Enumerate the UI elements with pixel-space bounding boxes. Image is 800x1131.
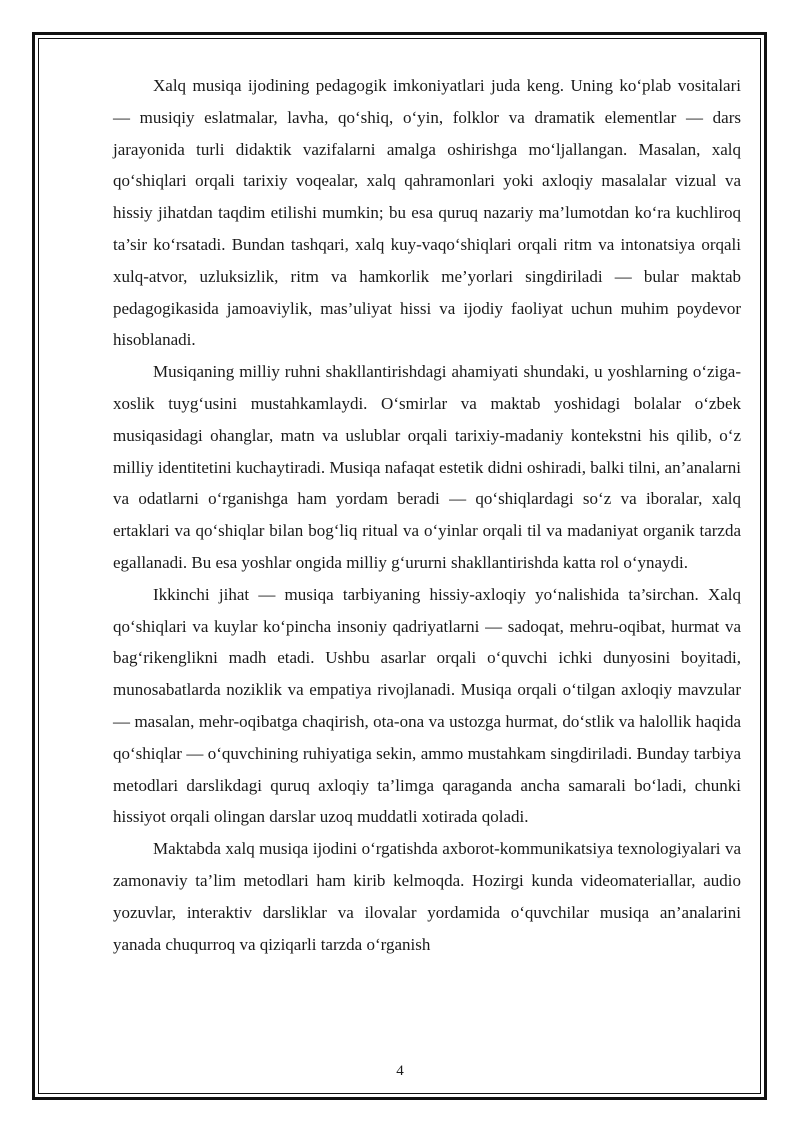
paragraph-1: Xalq musiqa ijodining pedagogik imkoniyatlari juda keng. Uning ko‘plab vositalari — musiqiy eslatmalar, lavha, qo‘shiq, o‘yin, folklor va dramatik elementlar — dars jarayonida turli didaktik vazifalarni amalga oshirishga mo‘ljallangan. Masalan, xalq qo‘shiqlari orqali tarixiy voqealar, xalq qahramonlari yoki axloqiy masalalar vizual va hissiy jihatdan taqdim etilishi mumkin; bu esa quruq nazariy ma’lumotdan ko‘ra kuchliroq ta’sir ko‘rsatadi. Bundan tashqari, xalq kuy-vaqo‘shiqlari orqali ritm va intonatsiya orqali xulq-atvor, uzluksizlik, ritm va hamkorlik me’yorlari singdiriladi — bular maktab pedagogikasida jamoaviylik, mas’uliyat hissi va ijodiy faoliyat uchun muhim poydevor hisoblanadi. [113, 76, 741, 350]
paragraph-2: Musiqaning milliy ruhni shakllantirishdagi ahamiyati shundaki, u yoshlarning o‘ziga-xoslik tuyg‘usini mustahkamlaydi. O‘smirlar va maktab yoshidagi bolalar o‘zbek musiqasidagi ohanglar, matn va uslublar orqali tarixiy-madaniy kontekstni his qilib, o‘z milliy identitetini kuchaytiradi. Musiqa nafaqat estetik didni oshiradi, balki tilni, an’analarni va odatlarni o‘rganishga ham yordam beradi — qo‘shiqlardagi so‘z va iboralar, xalq ertaklari va qo‘shiqlar bilan bog‘liq ritual va o‘yinlar orqali til va madaniyat organik tarzda egallanadi. Bu esa yoshlar ongida milliy g‘ururni shakllantirishda katta rol o‘ynaydi. [113, 362, 741, 572]
paragraph-3: Ikkinchi jihat — musiqa tarbiyaning hissiy-axloqiy yo‘nalishida ta’sirchan. Xalq qo‘shiqlari va kuylar ko‘pincha insoniy qadriyatlarni — sadoqat, mehru-oqibat, hurmat va bag‘rikenglikni madh etadi. Ushbu asarlar orqali o‘quvchi ichki dunyosini boyitadi, munosabatlarda noziklik va empatiya rivojlanadi. Musiqa orqali o‘tilgan axloqiy mavzular — masalan, mehr-oqibatga chaqirish, ota-ona va ustozga hurmat, do‘stlik va halollik haqida qo‘shiqlar — o‘quvchining ruhiyatiga sekin, ammo mustahkam singdiriladi. Bunday tarbiya metodlari darslikdagi quruq axloqiy ta’limga qaraganda ancha samarali bo‘ladi, chunki hissiyot orqali olingan darslar uzoq muddatli xotirada qoladi. [113, 584, 741, 827]
page-number: 4 [396, 1063, 404, 1079]
paragraph-4: Maktabda xalq musiqa ijodini o‘rgatishda axborot-kommunikatsiya texnologiyalari va zamonaviy ta’lim metodlari ham kirib kelmoqda. Hozirgi kunda videomateriallar, audio yozuvlar, interaktiv darsliklar va ilovalar yordamida o‘quvchilar musiqa an’analarini yanada chuqurroq va qiziqarli tarzda o‘rganish [113, 839, 741, 954]
document-body [113, 70, 741, 960]
